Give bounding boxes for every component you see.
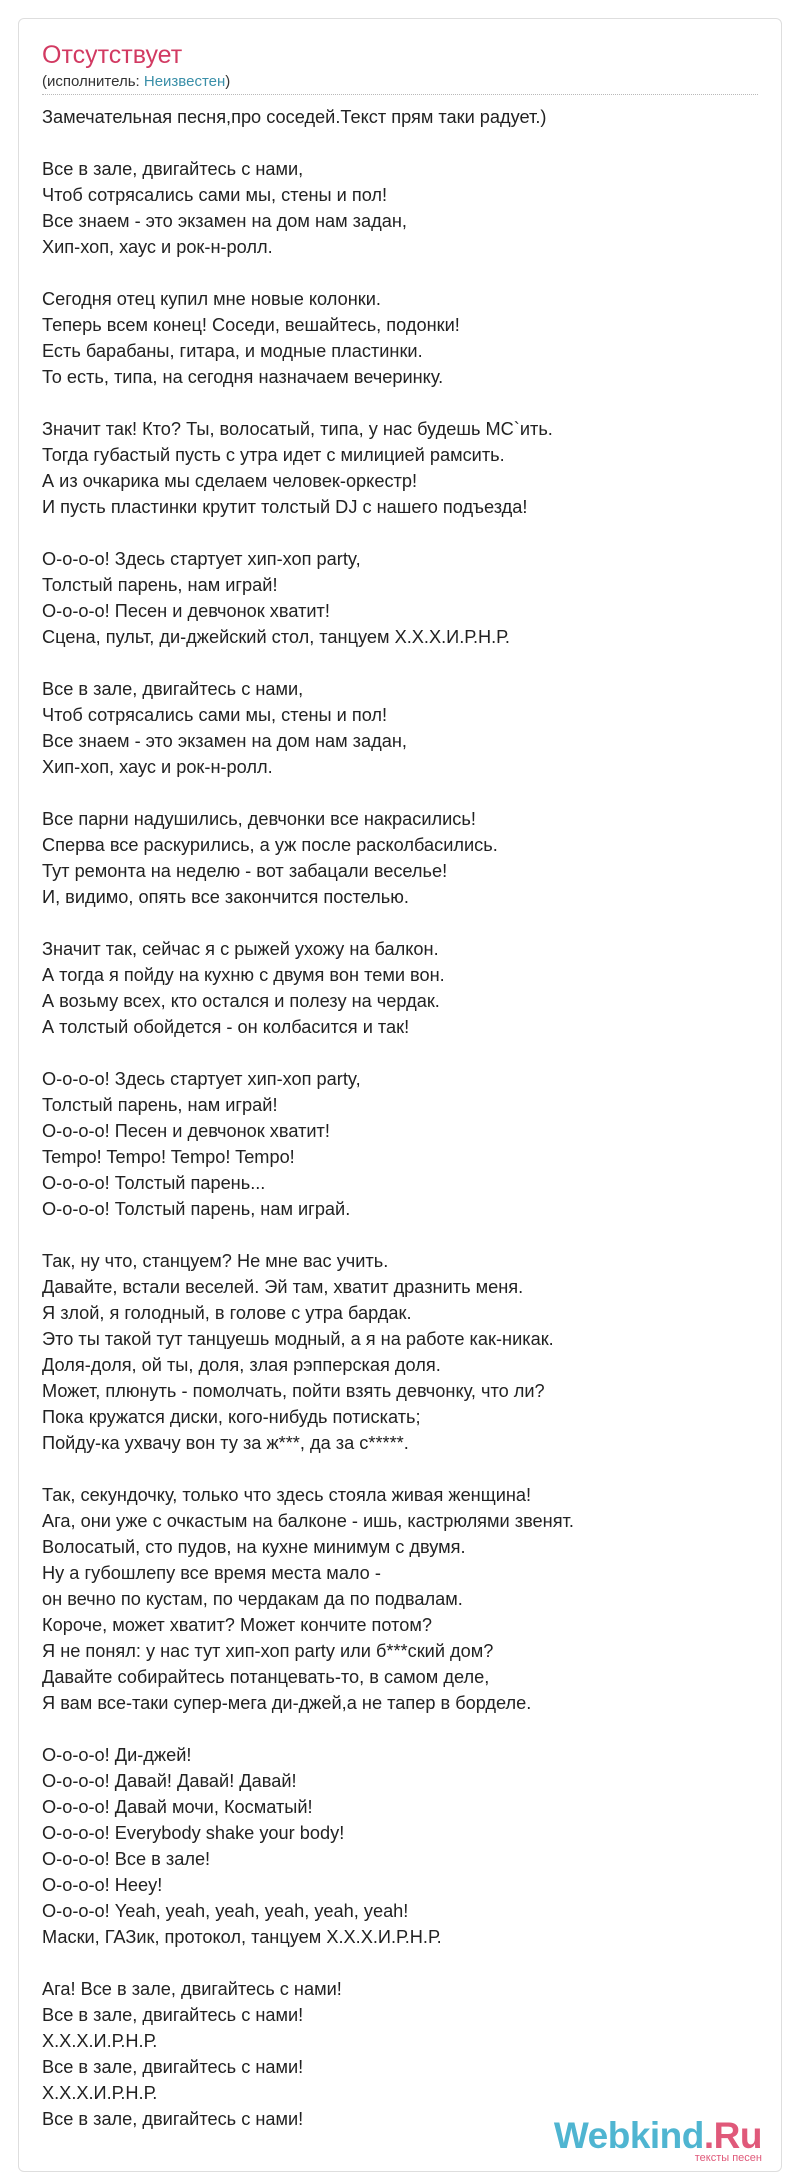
lyrics-stanza bbox=[42, 1742, 762, 1950]
lyrics-line: Все в зале, двигайтесь с нами, bbox=[42, 679, 304, 699]
lyrics-line: Я вам все-таки супер-мега ди-джей,а не тапер в борделе. bbox=[42, 1693, 532, 1713]
logo-tagline: тексты песен bbox=[694, 2152, 762, 2164]
lyrics-stanza bbox=[42, 286, 762, 390]
lyrics-line: Я не понял: у нас тут хип-хоп party или б***ский дом? bbox=[42, 1641, 494, 1661]
artist-link[interactable]: Неизвестен bbox=[143, 73, 226, 90]
lyrics-line: Ну а губошлепу все время места мало - bbox=[42, 1563, 381, 1583]
lyrics-line: Теперь всем конец! Соседи, вешайтесь, подонки! bbox=[42, 315, 460, 335]
lyrics-line: Доля-доля, ой ты, доля, злая рэпперская доля. bbox=[42, 1355, 441, 1375]
lyrics-line: О-о-о-о! Yeah, yeah, yeah, yeah, yeah, yeah! bbox=[42, 1901, 409, 1921]
lyrics-line: Ага, они уже с очкастым на балконе - ишь, кастрюлями звенят. bbox=[42, 1511, 574, 1531]
lyrics-line: А толстый обойдется - он колбасится и так! bbox=[42, 1017, 410, 1037]
lyrics-stanza bbox=[42, 1976, 762, 2132]
lyrics-stanza bbox=[42, 156, 762, 260]
lyrics-line: Короче, может хватит? Может кончите потом? bbox=[42, 1615, 432, 1635]
lyrics-line: О-о-о-о! Толстый парень... bbox=[42, 1173, 266, 1193]
lyrics-line: Все в зале, двигайтесь с нами! bbox=[42, 2057, 304, 2077]
lyrics-line: Толстый парень, нам играй! bbox=[42, 575, 278, 595]
lyrics-line: он вечно по кустам, по чердакам да по подвалам. bbox=[42, 1589, 463, 1609]
lyrics-stanza bbox=[42, 1482, 762, 1716]
lyrics-line: Хип-хоп, хаус и рок-н-ролл. bbox=[42, 757, 273, 777]
logo-main-text: Webkind bbox=[553, 2115, 704, 2156]
lyrics-stanza bbox=[42, 936, 762, 1040]
lyrics-line: Все в зале, двигайтесь с нами! bbox=[42, 2109, 304, 2129]
lyrics-line: Чтоб сотрясались сами мы, стены и пол! bbox=[42, 185, 388, 205]
lyrics-line: О-о-о-о! Все в зале! bbox=[42, 1849, 211, 1869]
lyrics-line: Я злой, я голодный, в голове с утра бардак. bbox=[42, 1303, 412, 1323]
lyrics-line: Все в зале, двигайтесь с нами! bbox=[42, 2005, 304, 2025]
lyrics-stanza bbox=[42, 1248, 762, 1456]
lyrics-line: А возьму всех, кто остался и полезу на чердак. bbox=[42, 991, 440, 1011]
lyrics-line: Х.Х.Х.И.Р.Н.Р. bbox=[42, 2083, 158, 2103]
lyrics-line: О-о-о-о! Давай мочи, Косматый! bbox=[42, 1797, 313, 1817]
lyrics-line: Может, плюнуть - помолчать, пойти взять девчонку, что ли? bbox=[42, 1381, 545, 1401]
header-divider bbox=[42, 94, 758, 95]
logo-wordmark bbox=[553, 2115, 762, 2156]
lyrics-line: О-о-о-о! Давай! Давай! Давай! bbox=[42, 1771, 297, 1791]
lyrics-line: Х.Х.Х.И.Р.Н.Р. bbox=[42, 2031, 158, 2051]
lyrics-line: Все знаем - это экзамен на дом нам задан, bbox=[42, 731, 407, 751]
lyrics-line: Так, секундочку, только что здесь стояла живая женщина! bbox=[42, 1485, 532, 1505]
stanza-list bbox=[42, 156, 762, 2132]
lyrics-line: О-о-о-о! Толстый парень, нам играй. bbox=[42, 1199, 351, 1219]
lyrics-line: Все парни надушились, девчонки все накрасились! bbox=[42, 809, 476, 829]
artist-prefix: (исполнитель: bbox=[42, 73, 144, 90]
artist-suffix: ) bbox=[225, 73, 231, 90]
lyrics-line: Tempo! Tempo! Tempo! Tempo! bbox=[42, 1147, 295, 1167]
lyrics-line: Волосатый, сто пудов, на кухне минимум с двумя. bbox=[42, 1537, 466, 1557]
lyrics-line: Сперва все раскурились, а уж после расколбасились. bbox=[42, 835, 498, 855]
artist-line bbox=[42, 73, 230, 91]
lyrics-stanza bbox=[42, 806, 762, 910]
song-title: Отсутствует bbox=[42, 41, 183, 69]
lyrics-line: Все знаем - это экзамен на дом нам задан, bbox=[42, 211, 407, 231]
lyrics-line: Все в зале, двигайтесь с нами, bbox=[42, 159, 304, 179]
lyrics-line: И, видимо, опять все закончится постелью. bbox=[42, 887, 409, 907]
lyrics-line: Пока кружатся диски, кого-нибудь потискать; bbox=[42, 1407, 421, 1427]
lyrics-line: Сцена, пульт, ди-джейский стол, танцуем Х.Х.Х.И.Р.Н.Р. bbox=[42, 627, 510, 647]
lyrics-line: А тогда я пойду на кухню с двумя вон теми вон. bbox=[42, 965, 445, 985]
lyrics-line: Так, ну что, станцуем? Не мне вас учить. bbox=[42, 1251, 389, 1271]
lyrics-line: О-о-о-о! Здесь стартует хип-хоп party, bbox=[42, 549, 361, 569]
lyrics-line: О-о-о-о! Ди-джей! bbox=[42, 1745, 192, 1765]
lyrics-stanza bbox=[42, 416, 762, 520]
lyrics-line: О-о-о-о! Heey! bbox=[42, 1875, 163, 1895]
lyrics-line: Это ты такой тут танцуешь модный, а я на работе как-никак. bbox=[42, 1329, 554, 1349]
lyrics-line: О-о-о-о! Здесь стартует хип-хоп party, bbox=[42, 1069, 361, 1089]
lyrics-line: Есть барабаны, гитара, и модные пластинки. bbox=[42, 341, 423, 361]
site-logo[interactable] bbox=[553, 2115, 762, 2164]
lyrics-line: Давайте собирайтесь потанцевать-то, в самом деле, bbox=[42, 1667, 490, 1687]
lyrics-line: Сегодня отец купил мне новые колонки. bbox=[42, 289, 381, 309]
lyrics-line: Маски, ГАЗик, протокол, танцуем Х.Х.Х.И.Р.Н.Р. bbox=[42, 1927, 442, 1947]
logo-tld-text: .Ru bbox=[703, 2115, 762, 2156]
lyrics-line: О-о-о-о! Everybody shake your body! bbox=[42, 1823, 345, 1843]
lyrics-line: Тогда губастый пусть с утра идет с милицией рамсить. bbox=[42, 445, 505, 465]
lyrics-line: И пусть пластинки крутит толстый DJ с нашего подъезда! bbox=[42, 497, 528, 517]
lyrics-text bbox=[42, 104, 762, 2132]
lyrics-stanza bbox=[42, 1066, 762, 1222]
lyrics-intro: Замечательная песня,про соседей.Текст прям таки радует.) bbox=[42, 107, 547, 127]
lyrics-line: Тут ремонта на неделю - вот забацали веселье! bbox=[42, 861, 448, 881]
lyrics-line: Давайте, встали веселей. Эй там, хватит дразнить меня. bbox=[42, 1277, 524, 1297]
lyrics-stanza bbox=[42, 546, 762, 650]
lyrics-line: Пойду-ка ухвачу вон ту за ж***, да за с*****. bbox=[42, 1433, 409, 1453]
lyrics-line: То есть, типа, на сегодня назначаем вечеринку. bbox=[42, 367, 444, 387]
lyrics-line: О-о-о-о! Песен и девчонок хватит! bbox=[42, 601, 330, 621]
lyrics-stanza bbox=[42, 676, 762, 780]
lyrics-line: О-о-о-о! Песен и девчонок хватит! bbox=[42, 1121, 330, 1141]
lyrics-line: Толстый парень, нам играй! bbox=[42, 1095, 278, 1115]
lyrics-line: Значит так! Кто? Ты, волосатый, типа, у нас будешь MC`ить. bbox=[42, 419, 553, 439]
lyrics-line: Ага! Все в зале, двигайтесь с нами! bbox=[42, 1979, 342, 1999]
lyrics-line: Хип-хоп, хаус и рок-н-ролл. bbox=[42, 237, 273, 257]
lyrics-line: Чтоб сотрясались сами мы, стены и пол! bbox=[42, 705, 388, 725]
lyrics-line: А из очкарика мы сделаем человек-оркестр! bbox=[42, 471, 418, 491]
lyrics-line: Значит так, сейчас я с рыжей ухожу на балкон. bbox=[42, 939, 439, 959]
